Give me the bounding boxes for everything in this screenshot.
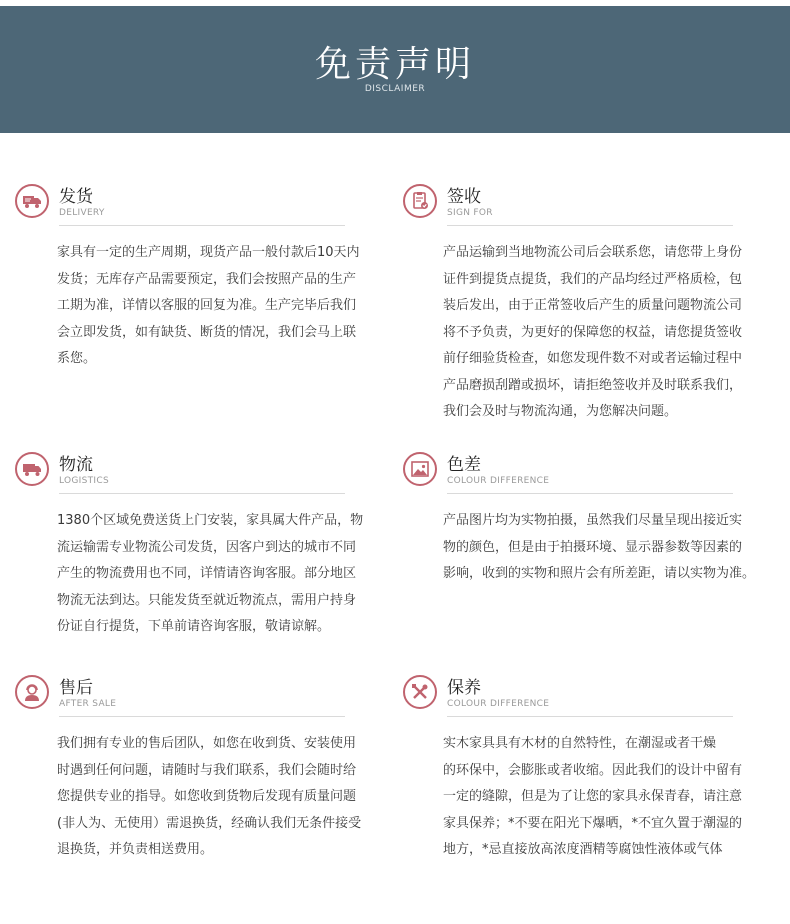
truck-icon	[15, 452, 49, 486]
section-subtitle: COLOUR DIFFERENCE	[447, 476, 550, 486]
section-title: 发货	[59, 187, 93, 207]
section-subtitle: SIGN FOR	[447, 208, 493, 218]
divider	[447, 716, 733, 717]
text-line: 物的颜色，但是由于拍摄环境、显示器参数等因素的	[443, 539, 743, 555]
text-line: 前仔细验货检查，如您发现件数不对或者运输过程中	[443, 351, 743, 366]
text-line: 一定的缝隙，但是为了让您的家具永保青春，请注意	[443, 789, 743, 804]
section-text	[443, 508, 773, 588]
text-line: 装后发出，由于正常签收后产生的质量问题物流公司	[443, 298, 743, 313]
section-subtitle: AFTER SALE	[59, 699, 117, 709]
picture-icon	[403, 452, 437, 486]
text-line: 退换货，并负责相送费用。	[57, 842, 214, 857]
section-text	[443, 240, 773, 426]
section-text	[57, 240, 387, 373]
section-text	[57, 731, 387, 864]
text-line: 系您。	[57, 351, 97, 366]
text-line: 的环保中，会膨胀或者收缩。因此我们的设计中留有	[443, 762, 743, 778]
service-person-icon	[15, 675, 49, 709]
tools-icon	[403, 675, 437, 709]
text-line: 家具有一定的生产周期，现货产品一般付款后10天内	[57, 245, 360, 260]
divider	[447, 225, 733, 226]
section-title: 保养	[447, 678, 481, 698]
text-line: 实木家具具有木材的自然特性，在潮湿或者干燥	[443, 736, 717, 751]
section-subtitle: LOGISTICS	[59, 476, 109, 486]
section-text	[57, 508, 387, 641]
section-title: 色差	[447, 455, 481, 475]
text-line: 物流无法到达。只能发货至就近物流点，需用户持身	[57, 592, 357, 608]
text-line: 家具保养；*不要在阳光下爆晒，*不宜久置于潮湿的	[443, 815, 743, 831]
text-line: 我们会及时与物流沟通，为您解决问题。	[443, 404, 678, 419]
header-banner	[0, 6, 790, 133]
text-line: 将不予负责，为更好的保障您的权益，请您提货签收	[443, 324, 743, 340]
text-line: 证件到提货点提货，我们的产品均经过严格质检，包	[443, 271, 743, 287]
text-line: 产品图片均为实物拍摄，虽然我们尽量呈现出接近实	[443, 513, 743, 528]
divider	[59, 716, 345, 717]
divider	[59, 493, 345, 494]
section-title: 售后	[59, 678, 93, 698]
text-line: 产品磨损刮蹭或损坏，请拒绝签收并及时联系我们，	[443, 377, 743, 393]
text-line: 流运输需专业物流公司发货，因客户到达的城市不同	[57, 539, 357, 555]
clipboard-check-icon	[403, 184, 437, 218]
text-line: 我们拥有专业的售后团队，如您在收到货、安装使用	[57, 736, 357, 751]
text-line: 工期为准，详情以客服的回复为准。生产完毕后我们	[57, 298, 357, 313]
text-line: 您提供专业的指导。如您收到货物后发现有质量问题	[57, 789, 357, 804]
section-subtitle: DELIVERY	[59, 208, 105, 218]
text-line: 时遇到任何问题，请随时与我们联系，我们会随时给	[57, 762, 357, 778]
section-title: 物流	[59, 455, 93, 475]
section-subtitle: COLOUR DIFFERENCE	[447, 699, 550, 709]
divider	[59, 225, 345, 226]
text-line: 影响，收到的实物和照片会有所差距，请以实物为准。	[443, 566, 756, 581]
text-line: 份证自行提货，下单前请咨询客服，敬请谅解。	[57, 619, 331, 634]
page-title: 免责声明	[314, 44, 475, 85]
text-line: 产生的物流费用也不同，详情请咨询客服。部分地区	[57, 566, 357, 581]
section-title: 签收	[447, 187, 481, 207]
delivery-truck-icon	[15, 184, 49, 218]
divider	[447, 493, 733, 494]
text-line: 发货；无库存产品需要预定，我们会按照产品的生产	[57, 271, 357, 287]
text-line: 1380个区域免费送货上门安装，家具属大件产品，物	[57, 513, 364, 528]
section-text	[443, 731, 773, 864]
page-subtitle: DISCLAIMER	[364, 84, 426, 94]
text-line: 会立即发货，如有缺货、断货的情况，我们会马上联	[57, 324, 357, 340]
text-line: 地方，*忌直接放高浓度酒精等腐蚀性液体或气体	[443, 842, 723, 857]
text-line: (非人为、无使用）需退换货，经确认我们无条件接受	[57, 815, 362, 831]
text-line: 产品运输到当地物流公司后会联系您，请您带上身份	[443, 245, 743, 260]
